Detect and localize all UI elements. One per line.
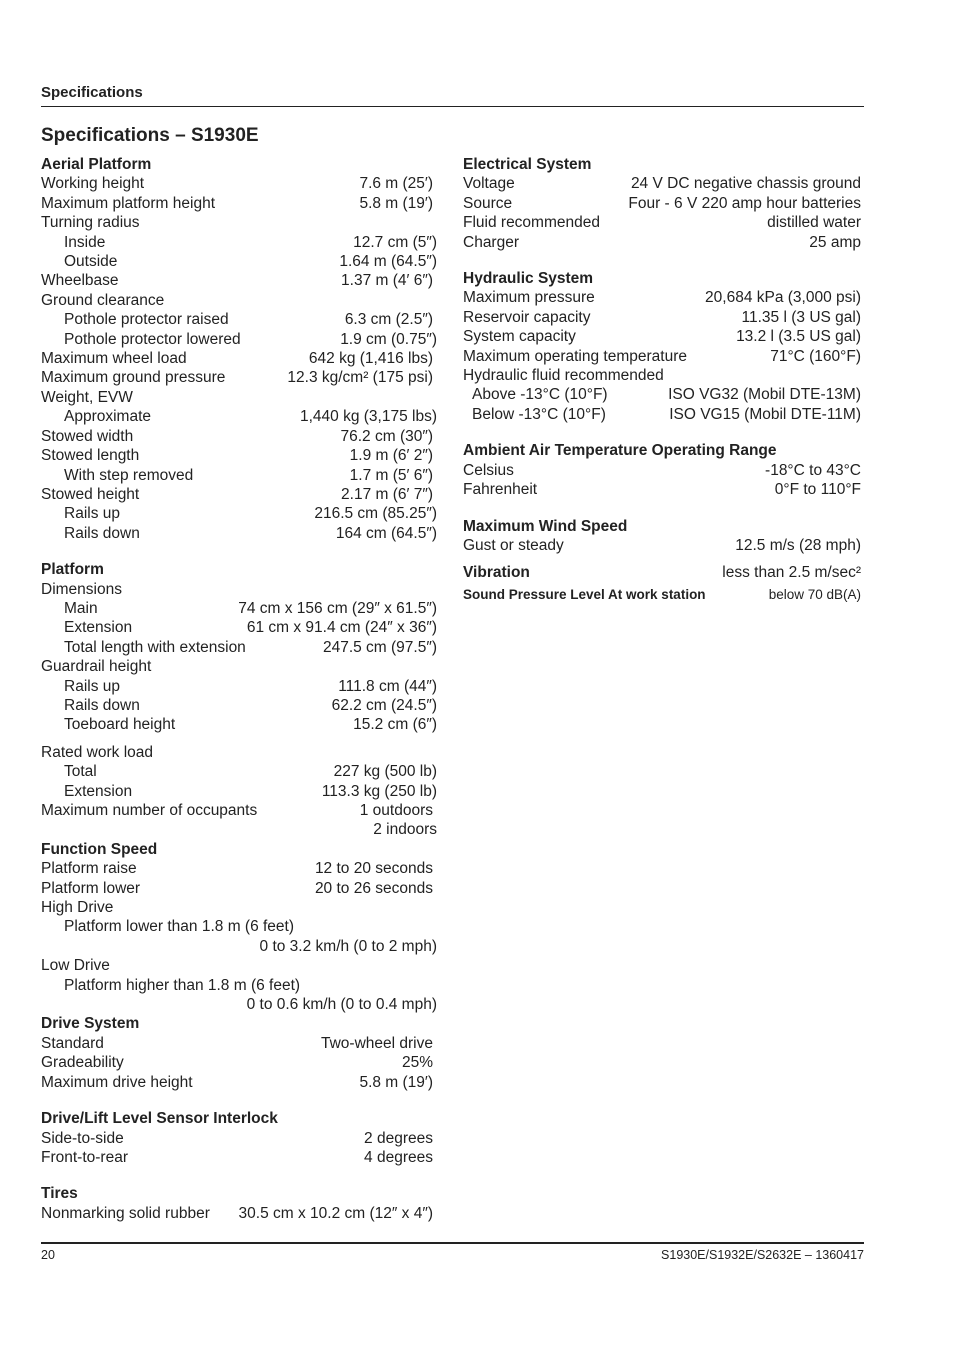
spec-row-platform-lower — [41, 879, 437, 898]
spec-label: Maximum platform height — [41, 194, 216, 212]
spec-group-rated-load: Rated work load — [41, 743, 154, 761]
spec-value-low-drive: 0 to 0.6 km/h (0 to 0.4 mph) — [246, 996, 437, 1014]
spec-label: Maximum pressure — [463, 289, 595, 307]
spec-row-max-platform-height — [41, 194, 437, 213]
spec-label: Voltage — [463, 175, 515, 193]
spec-row-guardrail-rails-up — [41, 677, 437, 696]
spec-condition-high-drive: Platform lower than 1.8 m (6 feet) — [64, 918, 295, 936]
spec-value: 5.8 m (19′) — [359, 1073, 433, 1091]
spec-value: 113.3 kg (250 lb) — [321, 782, 437, 800]
spec-value: 4 degrees — [364, 1148, 433, 1166]
spec-row-pothole-raised — [41, 310, 437, 329]
spec-value: 2.17 m (6′ 7″) — [341, 485, 433, 503]
spec-group-ground-clearance: Ground clearance — [41, 291, 165, 309]
spec-value-high-drive: 0 to 3.2 km/h (0 to 2 mph) — [259, 937, 437, 955]
document-reference: S1930E/S1932E/S2632E – 1360417 — [661, 1248, 864, 1262]
spec-row-extension — [41, 618, 437, 637]
spec-value: 1.64 m (64.5″) — [339, 253, 437, 271]
spec-label: Gradeability — [41, 1054, 124, 1072]
spec-value: 1.7 m (5′ 6″) — [349, 466, 433, 484]
spec-label: Maximum ground pressure — [41, 369, 226, 387]
spec-row-max-drive-height — [41, 1073, 437, 1092]
spec-label: Maximum wheel load — [41, 350, 187, 368]
spec-row-step-removed — [41, 466, 437, 485]
spec-value: 13.2 l (3.5 US gal) — [736, 328, 861, 346]
spec-row-wheelbase — [41, 271, 437, 290]
spec-label: Toeboard height — [64, 716, 176, 734]
spec-row-outside — [41, 252, 437, 271]
spec-label: Vibration — [463, 564, 530, 582]
platform-heading: Platform — [41, 561, 104, 579]
spec-label: Gust or steady — [463, 536, 564, 554]
spec-label: Reservoir capacity — [463, 308, 591, 326]
spec-value: 12.7 cm (5″) — [353, 233, 437, 251]
right-column — [463, 155, 861, 604]
spec-row-voltage — [463, 174, 861, 193]
spec-group-turning-radius: Turning radius — [41, 214, 140, 232]
spec-group-high-drive: High Drive — [41, 899, 114, 917]
spec-label: Extension — [64, 619, 133, 637]
spec-label: With step removed — [64, 466, 194, 484]
spec-label: Main — [64, 599, 98, 617]
spec-value: ISO VG15 (Mobil DTE-11M) — [669, 405, 861, 423]
spec-row-reservoir — [463, 308, 861, 327]
spec-label: Rails down — [64, 524, 140, 542]
spec-label: Maximum drive height — [41, 1073, 193, 1091]
spec-label: Total length with extension — [64, 638, 246, 656]
spec-row-source — [463, 194, 861, 213]
spec-label: Platform lower — [41, 879, 141, 897]
spec-value: ISO VG32 (Mobil DTE-13M) — [668, 386, 861, 404]
spec-value: 12 to 20 seconds — [314, 860, 433, 878]
spec-label: Fahrenheit — [463, 481, 538, 499]
spec-value: 24 V DC negative chassis ground — [630, 175, 861, 193]
spec-row-above — [463, 385, 861, 404]
spec-row-celsius — [463, 461, 861, 480]
spec-value: 62.2 cm (24.5″) — [331, 696, 437, 714]
spec-value: 25 amp — [809, 233, 861, 251]
drive-system-heading: Drive System — [41, 1015, 140, 1033]
spec-value: 11.35 l (3 US gal) — [741, 308, 861, 326]
spec-label: Source — [463, 194, 513, 212]
spec-label: Stowed length — [41, 447, 140, 465]
spec-value: below 70 dB(A) — [768, 586, 861, 602]
spec-row-total-load — [41, 762, 437, 781]
spec-value: 1.9 m (6′ 2″) — [349, 447, 433, 465]
spec-row-max-pressure — [463, 288, 861, 307]
spec-label: Pothole protector lowered — [64, 330, 241, 348]
spec-value-indoors: 2 indoors — [373, 821, 437, 839]
spec-value: 111.8 cm (44″) — [338, 677, 437, 695]
spec-label: Maximum operating temperature — [463, 347, 687, 365]
spec-label: Celsius — [463, 461, 514, 479]
spec-row-gradeability — [41, 1053, 437, 1072]
spec-label: Total — [64, 763, 97, 781]
spec-value: 216.5 cm (85.25″) — [314, 505, 437, 523]
spec-row-main — [41, 599, 437, 618]
spec-label: Front-to-rear — [41, 1148, 128, 1166]
spec-value: 1.37 m (4′ 6″) — [341, 272, 433, 290]
spec-label: Rails up — [64, 677, 120, 695]
spec-condition-low-drive: Platform higher than 1.8 m (6 feet) — [64, 976, 301, 994]
spec-label: Rails up — [64, 505, 120, 523]
spec-group-guardrail-height: Guardrail height — [41, 658, 152, 676]
ambient-heading: Ambient Air Temperature Operating Range — [463, 442, 777, 460]
spec-value: less than 2.5 m/sec² — [722, 564, 861, 582]
spec-row-working-height — [41, 174, 437, 193]
spec-row-front-to-rear — [41, 1148, 437, 1167]
spec-value: distilled water — [767, 214, 861, 232]
spec-row-sound-pressure — [463, 585, 861, 604]
spec-group-weight: Weight, EVW — [41, 388, 133, 406]
spec-value: 7.6 m (25′) — [359, 175, 433, 193]
spec-row-toeboard — [41, 715, 437, 734]
spec-label: Outside — [64, 253, 118, 271]
spec-value: 2 degrees — [364, 1129, 433, 1147]
spec-row-max-wheel-load — [41, 349, 437, 368]
spec-label: Platform raise — [41, 860, 137, 878]
spec-row-max-ground-pressure — [41, 368, 437, 387]
spec-row-stowed-length — [41, 446, 437, 465]
spec-label: Pothole protector raised — [64, 311, 229, 329]
hydraulic-heading: Hydraulic System — [463, 270, 594, 288]
spec-value: 20,684 kPa (3,000 psi) — [705, 289, 861, 307]
left-column — [41, 155, 437, 1223]
spec-label: Working height — [41, 175, 145, 193]
spec-row-rails-up — [41, 504, 437, 523]
spec-label: Standard — [41, 1034, 104, 1052]
spec-value: 20 to 26 seconds — [314, 879, 433, 897]
spec-row-stowed-width — [41, 427, 437, 446]
spec-value: 30.5 cm x 10.2 cm (12″ x 4″) — [238, 1204, 433, 1222]
spec-label: Extension — [64, 782, 133, 800]
spec-value: 1.9 cm (0.75″) — [340, 330, 437, 348]
spec-row-approximate — [41, 407, 437, 426]
spec-value: 247.5 cm (97.5″) — [322, 638, 437, 656]
spec-value: 164 cm (64.5″) — [335, 524, 437, 542]
footer-rule — [41, 1242, 864, 1244]
spec-value: 15.2 cm (6″) — [353, 716, 437, 734]
spec-value: 74 cm x 156 cm (29″ x 61.5″) — [238, 599, 437, 617]
spec-value: 12.5 m/s (28 mph) — [735, 536, 861, 554]
spec-value: 227 kg (500 lb) — [333, 763, 437, 781]
spec-value: 1 outdoors — [359, 802, 433, 819]
electrical-heading: Electrical System — [463, 156, 592, 173]
spec-row-gust — [463, 536, 861, 555]
spec-label: Below -13°C (10°F) — [472, 405, 606, 423]
spec-value: 25% — [401, 1054, 433, 1072]
spec-row-pothole-lowered — [41, 330, 437, 349]
tires-heading: Tires — [41, 1185, 78, 1203]
spec-value: 6.3 cm (2.5″) — [344, 311, 433, 329]
spec-label: Charger — [463, 233, 519, 251]
spec-row-charger — [463, 233, 861, 252]
spec-label: Rails down — [64, 696, 140, 714]
running-header: Specifications — [41, 84, 143, 101]
spec-label: Stowed height — [41, 485, 140, 503]
page-number: 20 — [41, 1248, 55, 1262]
spec-value: 642 kg (1,416 lbs) — [308, 350, 433, 368]
spec-group-hydraulic-fluid: Hydraulic fluid recommended — [463, 367, 664, 385]
spec-label: System capacity — [463, 328, 576, 346]
spec-label: Above -13°C (10°F) — [472, 386, 608, 404]
spec-label: Side-to-side — [41, 1129, 124, 1147]
interlock-heading: Drive/Lift Level Sensor Interlock — [41, 1110, 278, 1128]
aerial-platform-heading: Aerial Platform — [41, 156, 152, 173]
spec-value: -18°C to 43°C — [765, 461, 861, 479]
page-title: Specifications – S1930E — [41, 125, 259, 146]
header-rule — [41, 106, 864, 107]
spec-value: 71°C (160°F) — [770, 347, 861, 365]
spec-row-nonmarking — [41, 1204, 437, 1223]
spec-value: Two-wheel drive — [321, 1034, 433, 1052]
spec-label: Inside — [64, 233, 106, 251]
spec-value: 61 cm x 91.4 cm (24″ x 36″) — [246, 619, 437, 637]
spec-value: 76.2 cm (30″) — [340, 427, 433, 445]
spec-row-extension-load — [41, 782, 437, 801]
spec-row-standard — [41, 1034, 437, 1053]
spec-label: Stowed width — [41, 427, 134, 445]
spec-label: Fluid recommended — [463, 214, 600, 232]
spec-row-total-length — [41, 638, 437, 657]
spec-row-vibration — [463, 563, 861, 582]
spec-value: Four - 6 V 220 amp hour batteries — [628, 194, 861, 212]
spec-row-system-capacity — [463, 327, 861, 346]
spec-row-fahrenheit — [463, 480, 861, 499]
spec-value: 1,440 kg (3,175 lbs) — [299, 408, 437, 426]
spec-label: Maximum number of occupants — [41, 802, 258, 819]
spec-row-guardrail-rails-down — [41, 696, 437, 715]
spec-value: 5.8 m (19′) — [359, 194, 433, 212]
spec-value: 12.3 kg/cm² (175 psi) — [287, 369, 433, 387]
spec-row-platform-raise — [41, 859, 437, 878]
spec-label: Wheelbase — [41, 272, 119, 290]
spec-group-dimensions: Dimensions — [41, 580, 122, 598]
wind-heading: Maximum Wind Speed — [463, 517, 628, 535]
function-speed-heading: Function Speed — [41, 840, 158, 858]
spec-row-stowed-height — [41, 485, 437, 504]
spec-label: Nonmarking solid rubber — [41, 1204, 210, 1222]
spec-value: 0°F to 110°F — [774, 481, 861, 499]
spec-label: Approximate — [64, 408, 152, 426]
spec-row-occupants — [41, 801, 437, 820]
spec-row-side-to-side — [41, 1129, 437, 1148]
spec-group-low-drive: Low Drive — [41, 957, 110, 975]
spec-label: Sound Pressure Level At work station — [463, 586, 706, 602]
spec-row-fluid — [463, 213, 861, 232]
spec-row-below — [463, 405, 861, 424]
spec-row-rails-down — [41, 524, 437, 543]
spec-row-inside — [41, 233, 437, 252]
spec-row-max-temp — [463, 347, 861, 366]
